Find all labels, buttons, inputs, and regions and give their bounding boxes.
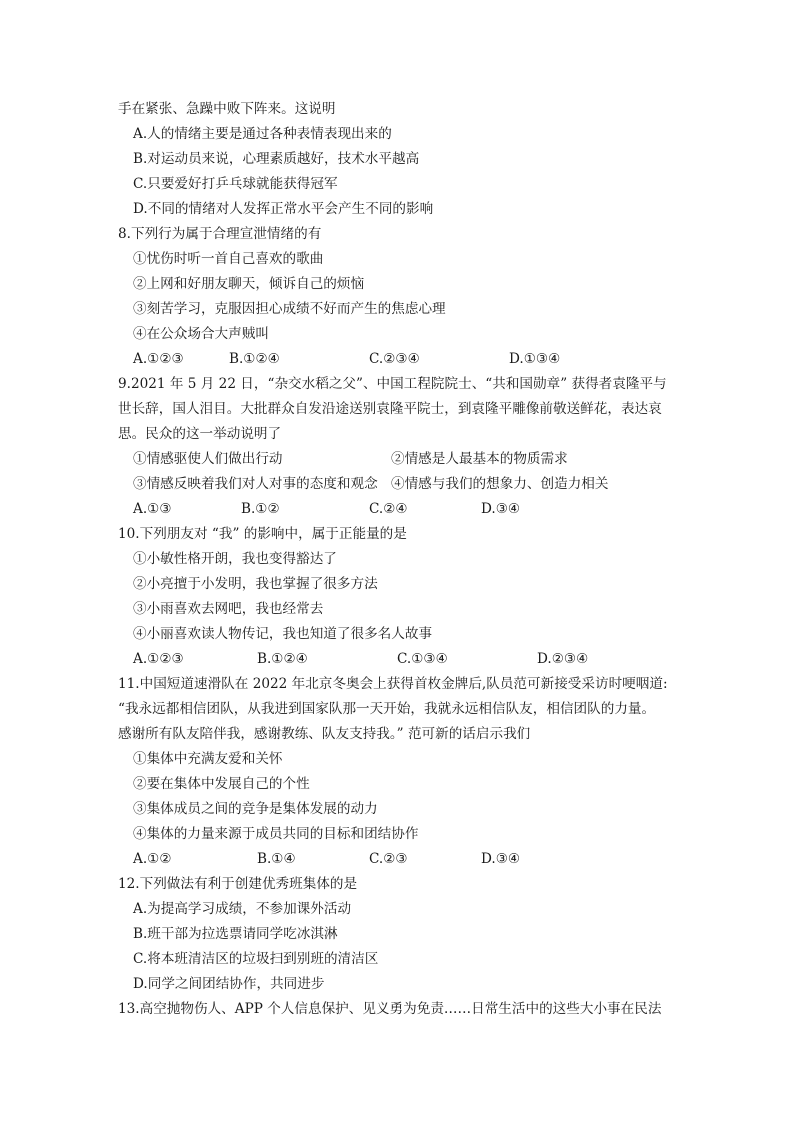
q8-stem: 8.下列行为属于合理宣泄情绪的有	[118, 226, 322, 242]
q11-stem-line-2: “我永远都相信团队，从我进到国家队那一天开始，我就永远相信队友，相信团队的力量。	[118, 701, 656, 717]
q10-statement-3: ③小雨喜欢去网吧，我也经常去	[133, 601, 324, 617]
q7-option-b: B.对运动员来说，心理素质越好，技术水平越高	[133, 151, 420, 167]
q11-option-d: D.③④	[481, 851, 521, 867]
q9-stem-line-1: 9.2021 年 5 月 22 日，“杂交水稻之父”、中国工程院院士、“共和国勋章” 获得者袁隆平与	[118, 376, 667, 392]
q9-stem-line-2: 世长辞，国人泪目。大批群众自发沿途送别袁隆平院士，到袁隆平雕像前敬送鲜花，表达哀	[118, 401, 662, 417]
q10-option-a: A.①②③	[133, 651, 184, 667]
q10-option-c: C.①③④	[397, 651, 448, 667]
q9-statement-4: ④情感与我们的想象力、创造力相关	[391, 476, 609, 492]
q11-statement-4: ④集体的力量来源于成员共同的目标和团结协作	[133, 826, 419, 842]
q9-option-c: C.②④	[369, 501, 408, 517]
q8-statement-3: ③刻苦学习，克服因担心成绩不好而产生的焦虑心理	[133, 301, 446, 317]
q7-option-c: C.只要爱好打乒乓球就能获得冠军	[133, 176, 338, 192]
q12-option-a: A.为提高学习成绩，不参加课外活动	[133, 901, 352, 917]
q10-option-b: B.①②④	[257, 651, 308, 667]
q7-option-a: A.人的情绪主要是通过各种表情表现出来的	[133, 126, 392, 142]
q7-option-d: D.不同的情绪对人发挥正常水平会产生不同的影响	[133, 201, 434, 217]
q12-option-b: B.班干部为拉选票请同学吃冰淇淋	[133, 926, 338, 942]
q12-stem: 12.下列做法有利于创建优秀班集体的是	[118, 876, 358, 892]
q7-stem-continuation: 手在紧张、急躁中败下阵来。这说明	[118, 101, 336, 117]
q8-statement-4: ④在公众场合大声贼叫	[133, 326, 269, 342]
q12-option-d: D.同学之间团结协作，共同进步	[133, 976, 325, 992]
q10-statement-4: ④小丽喜欢读人物传记，我也知道了很多名人故事	[133, 626, 433, 642]
q9-option-b: B.①②	[241, 501, 280, 517]
q11-option-b: B.①④	[257, 851, 296, 867]
q9-statement-3: ③情感反映着我们对人对事的态度和观念	[133, 476, 378, 492]
q11-stem-line-3: 感谢所有队友陪伴我，感谢教练、队友支持我。” 范可新的话启示我们	[118, 726, 531, 742]
q11-option-c: C.②③	[369, 851, 408, 867]
q8-option-a: A.①②③	[133, 351, 184, 367]
q9-statement-2: ②情感是人最基本的物质需求	[391, 451, 568, 467]
q8-statement-2: ②上网和好朋友聊天，倾诉自己的烦恼	[133, 276, 365, 292]
q13-stem-line-1: 13.高空抛物伤人、APP 个人信息保护、见义勇为免责……日常生活中的这些大小事在民法	[118, 1001, 662, 1017]
q9-statement-1: ①情感驱使人们做出行动	[133, 451, 283, 467]
q11-stem-line-1: 11.中国短道速滑队在 2022 年北京冬奥会上获得首枚金牌后,队员范可新接受采访时哽咽道:	[118, 676, 668, 692]
q8-statement-1: ①忧伤时听一首自己喜欢的歌曲	[133, 251, 324, 267]
q8-option-c: C.②③④	[369, 351, 420, 367]
q9-option-a: A.①③	[133, 501, 172, 517]
q8-option-d: D.①③④	[509, 351, 561, 367]
q10-option-d: D.②③④	[537, 651, 589, 667]
q10-statement-1: ①小敏性格开朗，我也变得豁达了	[133, 551, 337, 567]
q10-stem: 10.下列朋友对 “我” 的影响中，属于正能量的是	[118, 526, 407, 542]
q9-option-d: D.③④	[481, 501, 521, 517]
q10-statement-2: ②小亮擅于小发明，我也掌握了很多方法	[133, 576, 378, 592]
q11-option-a: A.①②	[133, 851, 172, 867]
q12-option-c: C.将本班清洁区的垃圾扫到别班的清洁区	[133, 951, 379, 967]
q11-statement-2: ②要在集体中发展自己的个性	[133, 776, 310, 792]
q11-statement-1: ①集体中充满友爱和关怀	[133, 751, 283, 767]
q8-option-b: B.①②④	[229, 351, 280, 367]
q11-statement-3: ③集体成员之间的竞争是集体发展的动力	[133, 801, 378, 817]
q9-stem-line-3: 思。民众的这一举动说明了	[118, 426, 282, 442]
